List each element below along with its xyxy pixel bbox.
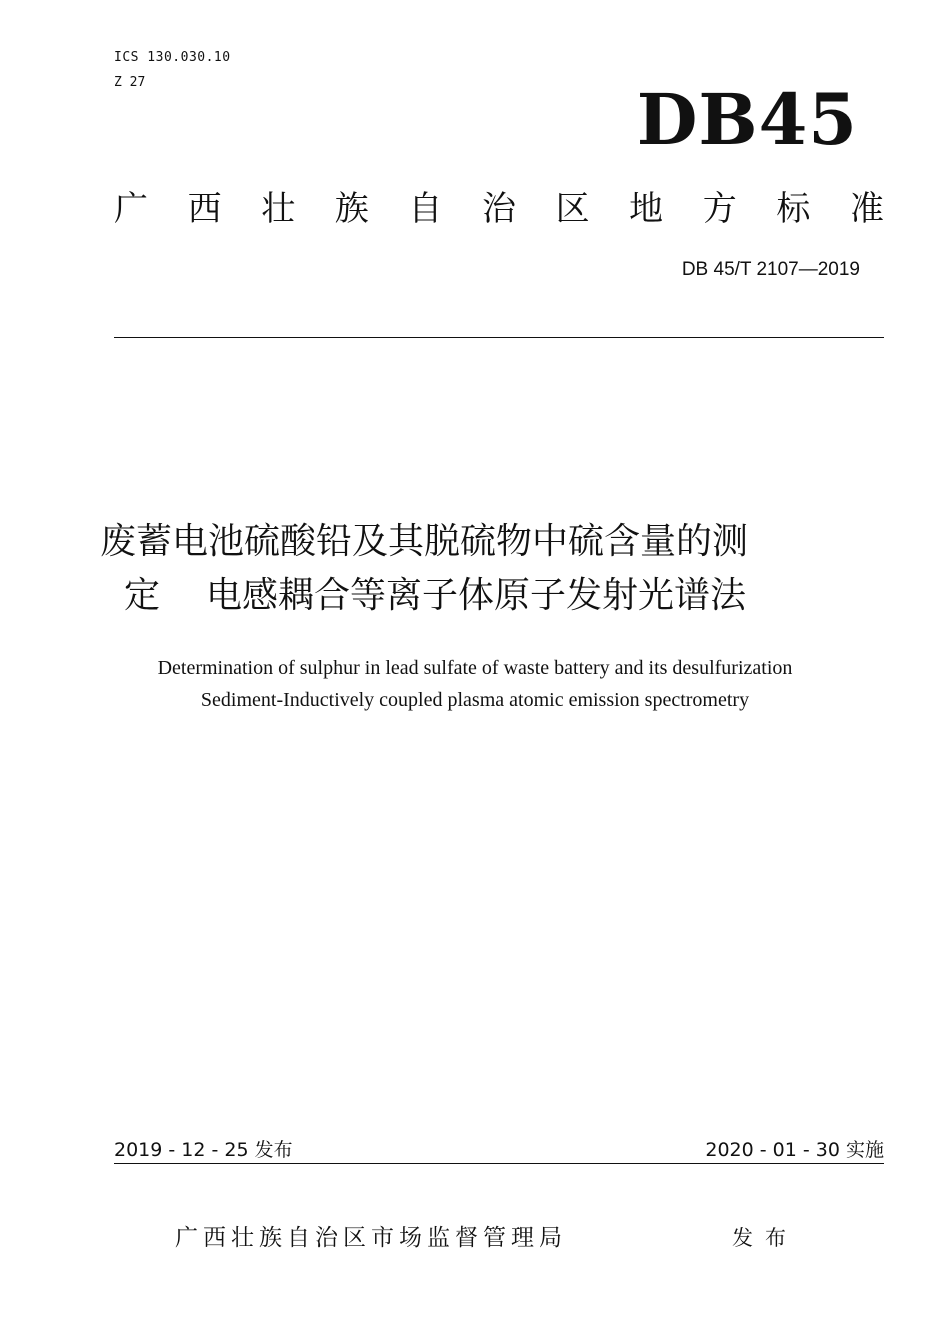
chinese-title-line1: 废蓄电池硫酸铅及其脱硫物中硫含量的测 [100,521,749,562]
standard-type-char: 标 [776,189,811,229]
publish-date: 2019 - 12 - 25 发布 [114,1139,293,1161]
standard-type-char: 西 [187,189,222,229]
chinese-title [100,515,860,623]
english-title [60,652,890,716]
standard-type-char: 自 [408,189,443,229]
db45-logo: DB45 [636,78,858,161]
standard-type-char: 方 [702,189,737,229]
standard-type-char: 广 [114,189,148,229]
english-title-line1: Determination of sulphur in lead sulfate of waste battery and its desulfurization [157,657,793,679]
implement-date: 2020 - 01 - 30 实施 [705,1139,884,1161]
standard-type-char: 区 [555,189,590,229]
standard-type-char: 地 [629,189,664,229]
standard-type-char: 族 [334,189,369,229]
chinese-title-line2-part2: 电感耦合等离子体原子发射光谱法 [206,575,747,616]
standard-type-char: 治 [481,189,516,229]
issue-label: 发布 [732,1226,798,1250]
issuing-authority: 广西壮族自治区市场监督管理局 [175,1225,567,1251]
chinese-title-line2 [100,569,860,623]
english-title-line2: Sediment-Inductively coupled plasma atomic emission spectrometry [200,689,750,711]
chinese-title-line2-part1: 定 [124,575,161,616]
standard-type-char: 准 [849,189,884,229]
standard-type-heading [114,185,884,233]
bottom-divider [114,1163,884,1164]
ccs-code: Z 27 [114,75,146,90]
standard-type-char: 壮 [261,189,296,229]
top-divider [114,337,884,338]
standard-number: DB 45/T 2107—2019 [681,259,860,280]
ics-code: ICS 130.030.10 [114,50,231,65]
